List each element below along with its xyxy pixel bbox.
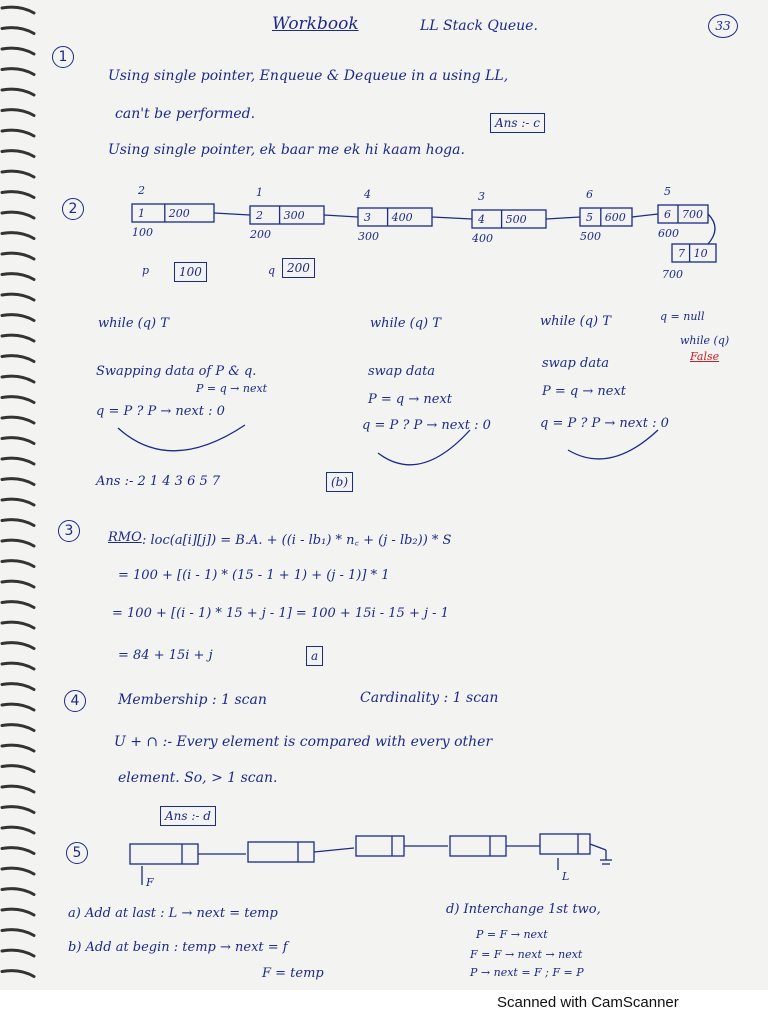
arc-arrow-2 xyxy=(378,430,470,465)
q3-line1: : loc(a[i][j]) = B.A. + ((i - lb₁) * n꜀ + (j - lb₂)) * S xyxy=(142,533,452,548)
node-next: 200 xyxy=(168,207,190,220)
node-address: 400 xyxy=(472,232,493,245)
q1-line2: can't be performed. xyxy=(115,106,256,122)
q5-b2: F = temp xyxy=(262,966,324,981)
question-number-3: 3 xyxy=(58,520,80,542)
page-number: 33 xyxy=(708,14,738,38)
page-title: Workbook xyxy=(272,14,359,34)
q2-q-box: 200 xyxy=(282,258,315,278)
q4-membership: Membership : 1 scan xyxy=(118,692,267,708)
q4-line3: element. So, > 1 scan. xyxy=(118,770,278,786)
q1-line1: Using single pointer, Enqueue & Dequeue in a using LL, xyxy=(108,68,509,84)
loop4-header: while (q) xyxy=(680,334,730,347)
arc-arrow-1 xyxy=(118,425,245,451)
loop2-step2: P = q → next xyxy=(368,392,453,407)
next-arrow xyxy=(632,214,658,217)
node-data: 6 xyxy=(664,208,671,221)
loop3-header: while (q) T xyxy=(540,314,611,329)
next-arrow xyxy=(214,213,250,215)
node-value: 5 xyxy=(664,185,671,198)
q3-line2: = 100 + [(i - 1) * (15 - 1 + 1) + (j - 1)] * 1 xyxy=(118,568,390,583)
loop2-step1: swap data xyxy=(368,364,436,379)
question-number-4: 4 xyxy=(64,690,86,712)
q2-p-box: 100 xyxy=(174,262,207,282)
q3-line4: = 84 + 15i + j xyxy=(118,648,213,663)
q4-line2: U + ∩ :- Every element is compared with every other xyxy=(114,734,493,750)
scanner-footer xyxy=(0,990,768,1024)
q3-rmo-label: RMO xyxy=(108,530,142,545)
node-address: 600 xyxy=(658,227,679,240)
q4-answer-box: Ans :- d xyxy=(160,806,216,826)
q2-answer-box: (b) xyxy=(326,472,353,492)
q2-answer-text: Ans :- 2 1 4 3 6 5 7 xyxy=(96,474,221,489)
q5-b1: b) Add at begin : temp → next = f xyxy=(68,940,288,955)
node-value: 1 xyxy=(256,186,263,199)
page-title-suffix: LL Stack Queue. xyxy=(420,18,538,34)
node-data: 2 xyxy=(256,209,263,222)
loop4-status: False xyxy=(690,350,720,363)
node-address: 500 xyxy=(580,230,601,243)
node-address: 100 xyxy=(132,226,153,239)
q1-line3: Using single pointer, ek baar me ek hi kaam hoga. xyxy=(108,142,465,158)
next-arrow xyxy=(708,214,715,244)
loop3-step3: q = P ? P → next : 0 xyxy=(540,416,669,431)
node-address: 300 xyxy=(358,230,379,243)
q5-d1: P = F → next xyxy=(476,928,548,941)
node-address: 700 xyxy=(662,268,683,281)
loop3-step1: swap data xyxy=(542,356,610,371)
q5-d-title: d) Interchange 1st two, xyxy=(446,902,601,917)
q2-q-label: q xyxy=(268,264,276,277)
node-data: 1 xyxy=(138,207,145,220)
question-number-1: 1 xyxy=(52,46,74,68)
node-value: 6 xyxy=(586,188,593,201)
node-data: 7 xyxy=(678,247,685,260)
loop2-header: while (q) T xyxy=(370,316,441,331)
q5-f-label: F xyxy=(146,876,154,889)
node-next: 500 xyxy=(505,213,527,226)
node-next: 400 xyxy=(391,211,413,224)
loop2-step3: q = P ? P → next : 0 xyxy=(362,418,491,433)
next-arrow xyxy=(546,217,580,219)
scanner-watermark-text: Scanned with CamScanner xyxy=(497,994,679,1011)
node-data: 4 xyxy=(478,213,485,226)
node-address: 200 xyxy=(250,228,271,241)
loop1-step1: Swapping data of P & q. xyxy=(96,364,257,379)
q5-d2: F = F → next → next xyxy=(470,948,583,961)
question-number-5: 5 xyxy=(66,842,88,864)
node-value: 2 xyxy=(138,184,145,197)
q2-null-note: q = null xyxy=(660,310,705,323)
q5-d3: P → next = F ; F = P xyxy=(470,966,584,979)
arc-arrow-3 xyxy=(568,430,658,459)
q5-a: a) Add at last : L → next = temp xyxy=(68,906,278,921)
loop1-step1b: P = q → next xyxy=(196,382,268,395)
q1-answer-box: Ans :- c xyxy=(490,113,545,133)
loop3-step2: P = q → next xyxy=(542,384,627,399)
node-next: 300 xyxy=(283,209,305,222)
q3-answer-box: a xyxy=(306,646,323,666)
node-value: 3 xyxy=(478,190,485,203)
question-number-2: 2 xyxy=(62,198,84,220)
node-next: 600 xyxy=(604,211,626,224)
node-value: 4 xyxy=(364,188,371,201)
node-next: 10 xyxy=(693,247,708,260)
node-data: 5 xyxy=(586,211,593,224)
q5-l-label: L xyxy=(562,870,570,883)
loop1-header: while (q) T xyxy=(98,316,169,331)
q2-p-label: p xyxy=(142,264,150,277)
next-arrow xyxy=(324,215,358,217)
q3-line3: = 100 + [(i - 1) * 15 + j - 1] = 100 + 15i - 15 + j - 1 xyxy=(112,606,449,621)
node-next: 700 xyxy=(682,208,703,221)
q4-cardinality: Cardinality : 1 scan xyxy=(360,690,499,706)
node-data: 3 xyxy=(364,211,371,224)
loop1-step2: q = P ? P → next : 0 xyxy=(96,404,225,419)
next-arrow xyxy=(432,217,472,219)
